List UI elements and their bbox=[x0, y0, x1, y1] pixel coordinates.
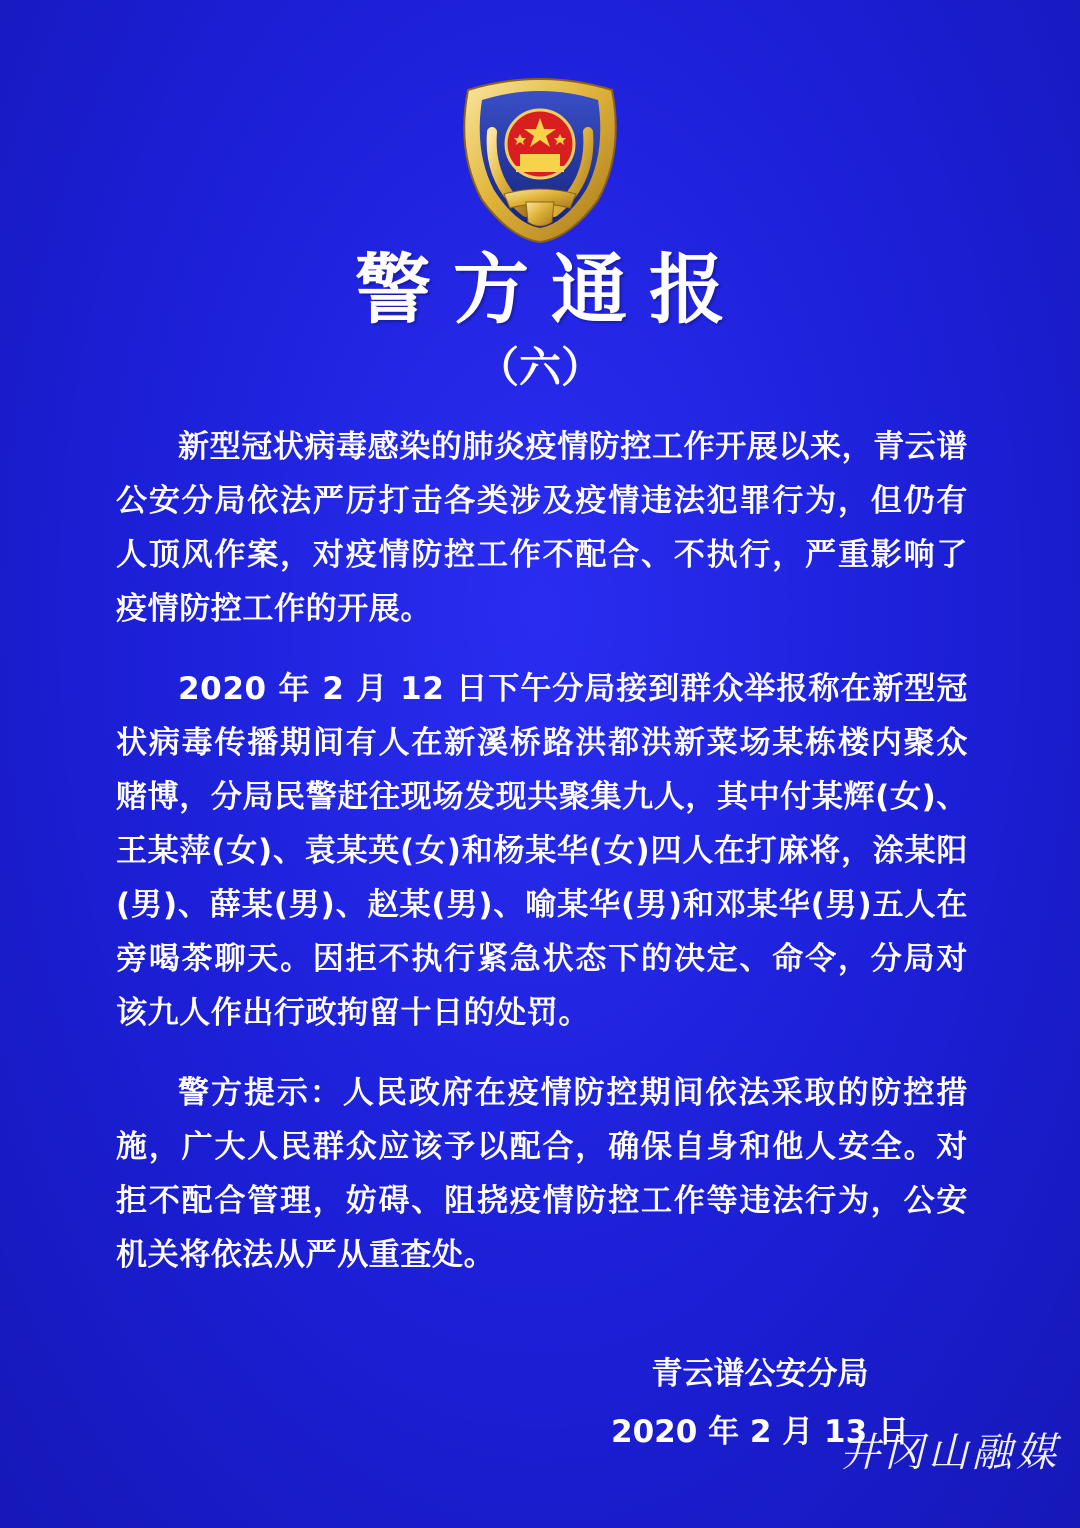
page-title: 警方通报 bbox=[355, 245, 747, 334]
page-subtitle: （六） bbox=[476, 343, 603, 392]
watermark-logo: 井冈山融媒 bbox=[840, 1430, 1060, 1476]
issuer-name: 青云谱公安分局 bbox=[651, 1356, 869, 1392]
issue-date: 2020 年 2 月 13 日 bbox=[611, 1414, 909, 1450]
paragraph-intro: 新型冠状病毒感染的肺炎疫情防控工作开展以来，青云谱公安分局依法严厉打击各类涉及疫情违法犯罪行为，但仍有人顶风作案，对疫情防控工作不配合、不执行，严重影响了疫情防控工作的开展。 bbox=[116, 429, 968, 627]
paragraph-warning: 警方提示：人民政府在疫情防控期间依法采取的防控措施，广大人民群众应该予以配合，确保自身和他人安全。对拒不配合管理，妨碍、阻挠疫情防控工作等违法行为，公安机关将依法从严从重查处。 bbox=[116, 1075, 968, 1273]
notice-body bbox=[116, 420, 968, 1308]
police-emblem-icon bbox=[448, 72, 632, 244]
paragraph-case: 2020 年 2 月 12 日下午分局接到群众举报称在新型冠状病毒传播期间有人在新溪桥路洪都洪新菜场某栋楼内聚众赌博，分局民警赶往现场发现共聚集九人，其中付某辉(女)、王某萍(女)、袁某英(女)和杨某华(女)四人在打麻将，涂某阳(男)、薛某(男)、赵某(男)、喻某华(男)和邓某华(男)五人在旁喝茶聊天。因拒不执行紧急状态下的决定、命令，分局对该九人作出行政拘留十日的处罚。 bbox=[116, 671, 968, 1031]
